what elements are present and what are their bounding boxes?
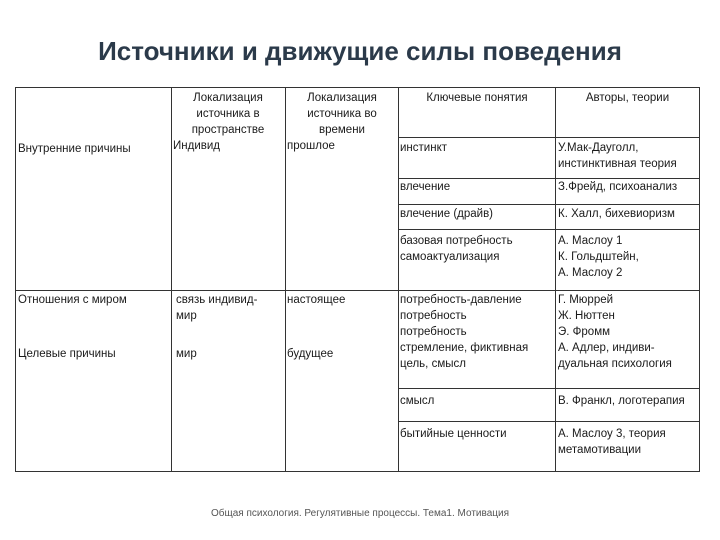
behavior-sources-table [15,87,700,472]
concept-cell: потребность-давление потребность потребность стремление, фиктивная цель, смысл [400,294,529,370]
page-title: Источники и движущие силы поведения [98,36,622,66]
cause-goal: Целевые причины [18,348,116,360]
concept-cell: влечение (драйв) [400,208,494,220]
table-border-bottom [15,471,700,472]
place-individual: Индивид [173,140,220,152]
row-divider [15,290,700,291]
concept-cell: базовая потребность самоактуализация [400,235,513,263]
row-divider [398,388,700,389]
row-divider [398,137,700,138]
row-divider [398,204,700,205]
table-border-left [15,87,16,472]
header-space-localization: Локализация источника в пространстве [191,92,265,136]
header-key-concepts: Ключевые понятия [426,92,528,104]
column-divider [398,87,399,472]
table-border-right [699,87,700,472]
time-present: настоящее [287,294,346,306]
time-past: прошлое [287,140,335,152]
table-border-top [15,87,700,88]
header-time-localization: Локализация источника во времени [307,92,377,136]
column-divider [555,87,556,472]
row-divider [398,421,700,422]
author-cell: Г. Мюррей Ж. Нюттен Э. Фромм А. Адлер, индиви- дуальная психология [558,294,672,370]
author-cell: А. Маслоу 3, теория метамотивации [558,428,666,456]
author-cell: В. Франкл, логотерапия [558,395,685,407]
time-future: будущее [287,348,334,360]
place-world: мир [176,348,197,360]
author-cell: З.Фрейд, психоанализ [558,181,678,193]
author-cell: А. Маслоу 1 К. Гольдштейн, А. Маслоу 2 [558,235,639,279]
column-divider [285,87,286,472]
cause-internal: Внутренние причины [18,143,131,155]
author-cell: К. Халл, бихевиоризм [558,208,675,220]
author-cell: У.Мак-Дауголл, инстинктивная теория [558,142,677,170]
concept-cell: влечение [400,181,451,193]
place-individual-world: связь индивид- мир [176,294,258,322]
concept-cell: инстинкт [400,142,447,154]
concept-cell: бытийные ценности [400,428,507,440]
row-divider [398,229,700,230]
column-divider [171,87,172,472]
concept-cell: смысл [400,395,435,407]
header-authors: Авторы, теории [585,92,670,104]
footer-caption: Общая психология. Регулятивные процессы. Тема1. Мотивация [211,508,509,519]
cause-world-relations: Отношения с миром [18,294,127,306]
